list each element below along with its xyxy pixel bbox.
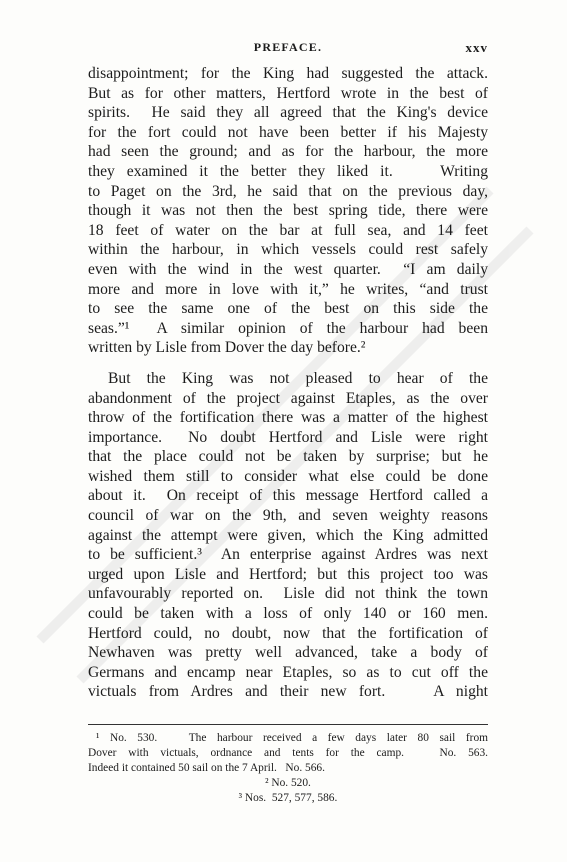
text-line: for the fort could not have been better if his Majesty — [88, 123, 488, 141]
text-line: within the harbour, in which vessels could rest safely — [88, 241, 488, 259]
footnote-1-line: ¹ No. 530. The harbour received a few days later 80 sail from — [96, 732, 488, 744]
footnotes — [88, 731, 488, 806]
text-line: written by Lisle from Dover the day before.² — [88, 339, 366, 357]
text-line: had seen the ground; and as for the harbour, the more — [88, 143, 488, 161]
text-line: against the attempt were given, which the King admitted — [88, 526, 488, 544]
text-line: But the King was not pleased to hear of the — [108, 369, 488, 387]
text-line: But as for other matters, Hertford wrote in the best of — [88, 84, 488, 102]
text-line: that the place could not be taken by surprise; but he — [88, 448, 488, 466]
text-line: spirits. He said they all agreed that the King's device — [88, 104, 488, 122]
text-line: they examined it the better they liked it. Writing — [88, 162, 488, 180]
text-line: about it. On receipt of this message Hertford called a — [88, 487, 488, 505]
text-line: unfavourably reported on. Lisle did not think the town — [88, 585, 488, 603]
text-line: throw of the fortification there was a matter of the highest — [88, 409, 488, 427]
body-text — [88, 64, 488, 702]
text-line: to see the same one of the best on this side the — [88, 300, 488, 318]
text-line: council of war on the 9th, and seven weighty reasons — [88, 507, 488, 525]
text-line: more and more in love with it,” he writes, “and trust — [88, 280, 488, 298]
text-line: to Paget on the 3rd, he said that on the previous day, — [88, 182, 488, 200]
running-title: PREFACE. — [253, 40, 323, 54]
footnote-1-line: Dover with victuals, ordnance and tents for the camp. No. 563. — [88, 747, 488, 759]
text-line: Germans and encamp near Etaples, so as to cut off the — [88, 663, 488, 681]
text-line: 18 feet of water on the bar at full sea, and 14 feet — [88, 221, 488, 239]
text-line: could be taken with a loss of only 140 or 160 men. — [88, 605, 488, 623]
text-line: importance. No doubt Hertford and Lisle were right — [88, 428, 488, 446]
text-line: though it was not then the best spring tide, there were — [88, 202, 488, 220]
text-line: victuals from Ardres and their new fort. A night — [88, 683, 488, 701]
footnote-3: ³ Nos. 527, 577, 586. — [238, 792, 338, 804]
text-line: seas.”¹ A similar opinion of the harbour had been — [88, 319, 488, 337]
page-number: xxv — [465, 40, 488, 55]
footnote-rule — [88, 724, 488, 725]
footnote-1-line: Indeed it contained 50 sail on the 7 April. No. 566. — [88, 762, 325, 774]
text-line: abandonment of the project against Etaples, as the over — [88, 389, 488, 407]
text-line: disappointment; for the King had suggested the attack. — [88, 65, 488, 82]
text-line: urged upon Lisle and Hertford; but this project too was — [88, 565, 488, 583]
running-head — [88, 40, 488, 58]
footnote-2: ² No. 520. — [265, 777, 311, 789]
paragraph-gap — [88, 358, 488, 369]
text-line: Hertford could, no doubt, now that the fortification of — [88, 624, 488, 642]
text-line: to be sufficient.³ An enterprise against Ardres was next — [88, 546, 488, 564]
text-line: wished them still to consider what else could be done — [88, 467, 488, 485]
text-line: even with the wind in the west quarter. “I am daily — [88, 260, 488, 278]
paragraph-2 — [88, 369, 488, 702]
text-line: Newhaven was pretty well advanced, take a body of — [88, 644, 488, 662]
paragraph-1 — [88, 64, 488, 358]
